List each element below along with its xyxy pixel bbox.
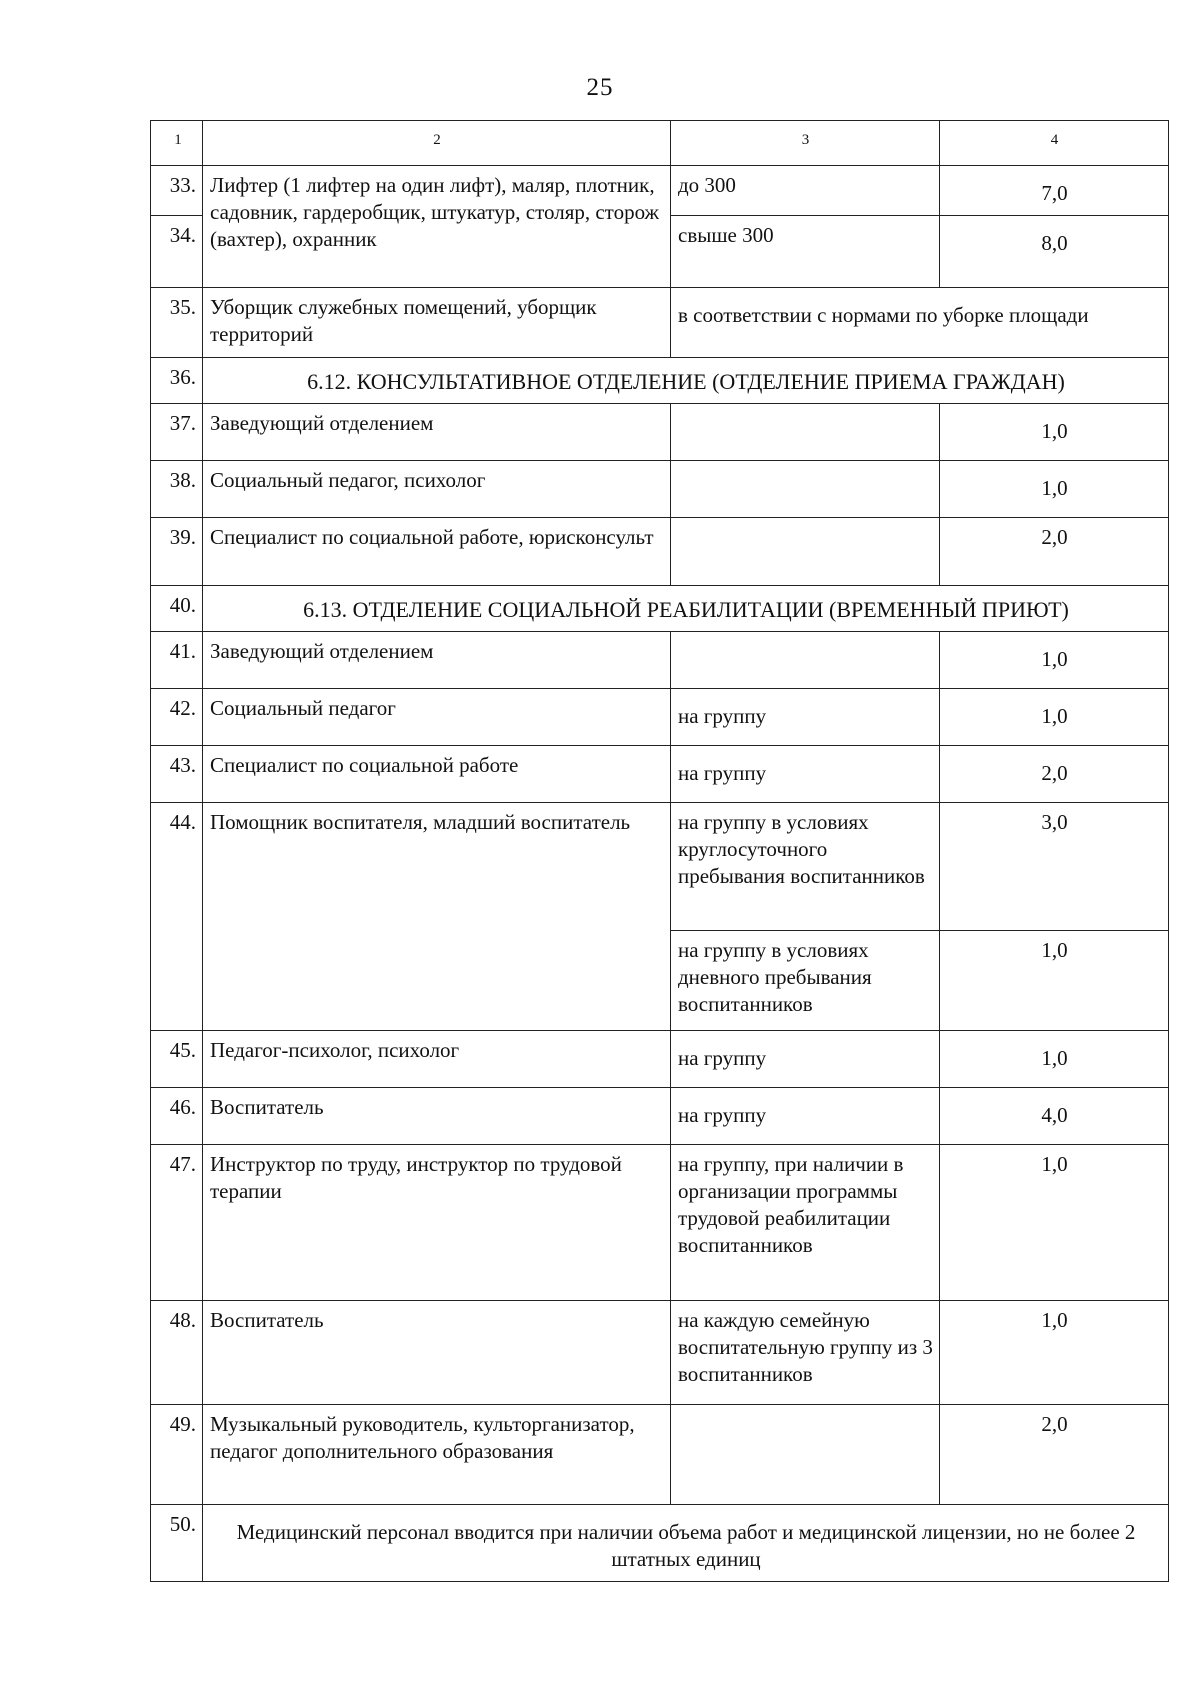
table-row <box>151 689 1169 746</box>
condition-cell: до 300 <box>671 166 940 216</box>
position-cell: Социальный педагог, психолог <box>203 461 671 518</box>
row-number: 44. <box>151 803 203 1031</box>
note-row <box>151 1505 1169 1582</box>
table-row <box>151 461 1169 518</box>
table-row <box>151 1145 1169 1301</box>
position-cell: Воспитатель <box>203 1301 671 1405</box>
value-cell: 1,0 <box>940 632 1169 689</box>
condition-cell <box>671 632 940 689</box>
table-row <box>151 803 1169 931</box>
value-cell: 1,0 <box>940 1145 1169 1301</box>
position-cell: Специалист по социальной работе <box>203 746 671 803</box>
table-row <box>151 632 1169 689</box>
header-col-3: 3 <box>671 121 940 166</box>
value-cell: 3,0 <box>940 803 1169 931</box>
value-cell: 1,0 <box>940 1301 1169 1405</box>
table-row <box>151 1405 1169 1505</box>
table-row <box>151 518 1169 586</box>
value-cell: 1,0 <box>940 461 1169 518</box>
header-col-1: 1 <box>151 121 203 166</box>
section-title: 6.12. КОНСУЛЬТАТИВНОЕ ОТДЕЛЕНИЕ (ОТДЕЛЕНИЕ ПРИЕМА ГРАЖДАН) <box>203 358 1169 404</box>
row-number: 33. <box>151 166 203 216</box>
value-cell: 2,0 <box>940 518 1169 586</box>
position-cell: Помощник воспитателя, младший воспитатель <box>203 803 671 1031</box>
row-number: 35. <box>151 288 203 358</box>
row-number: 47. <box>151 1145 203 1301</box>
table-header-row <box>151 121 1169 166</box>
row-number: 48. <box>151 1301 203 1405</box>
condition-cell: на группу <box>671 689 940 746</box>
header-col-2: 2 <box>203 121 671 166</box>
position-cell: Заведующий отделением <box>203 404 671 461</box>
row-number: 45. <box>151 1031 203 1088</box>
condition-cell: в соответствии с нормами по уборке площади <box>671 288 1169 358</box>
position-cell: Воспитатель <box>203 1088 671 1145</box>
section-row <box>151 358 1169 404</box>
value-cell: 1,0 <box>940 689 1169 746</box>
value-cell: 1,0 <box>940 404 1169 461</box>
value-cell: 8,0 <box>940 216 1169 288</box>
table-row <box>151 1031 1169 1088</box>
value-cell: 7,0 <box>940 166 1169 216</box>
row-number: 37. <box>151 404 203 461</box>
position-cell: Педагог-психолог, психолог <box>203 1031 671 1088</box>
position-cell: Музыкальный руководитель, культорганизатор, педагог дополнительного образования <box>203 1405 671 1505</box>
table-row <box>151 746 1169 803</box>
table-row <box>151 288 1169 358</box>
row-number: 46. <box>151 1088 203 1145</box>
row-number: 39. <box>151 518 203 586</box>
condition-cell <box>671 461 940 518</box>
row-number: 34. <box>151 216 203 288</box>
table-row <box>151 1301 1169 1405</box>
row-number: 43. <box>151 746 203 803</box>
row-number: 36. <box>151 358 203 404</box>
condition-cell: свыше 300 <box>671 216 940 288</box>
condition-cell <box>671 1405 940 1505</box>
table-row <box>151 404 1169 461</box>
position-cell: Социальный педагог <box>203 689 671 746</box>
value-cell: 2,0 <box>940 746 1169 803</box>
condition-cell: на каждую семейную воспитательную группу из 3 воспитанников <box>671 1301 940 1405</box>
note-text: Медицинский персонал вводится при наличии объема работ и медицинской лицензии, но не более 2 штатных единиц <box>203 1505 1169 1582</box>
condition-cell: на группу <box>671 746 940 803</box>
condition-cell: на группу в условиях круглосуточного пребывания воспитанников <box>671 803 940 931</box>
table-row <box>151 1088 1169 1145</box>
condition-cell: на группу <box>671 1088 940 1145</box>
row-number: 50. <box>151 1505 203 1582</box>
row-number: 38. <box>151 461 203 518</box>
condition-cell: на группу, при наличии в организации программы трудовой реабилитации воспитанников <box>671 1145 940 1301</box>
value-cell: 1,0 <box>940 1031 1169 1088</box>
position-cell: Уборщик служебных помещений, уборщик территорий <box>203 288 671 358</box>
section-title: 6.13. ОТДЕЛЕНИЕ СОЦИАЛЬНОЙ РЕАБИЛИТАЦИИ (ВРЕМЕННЫЙ ПРИЮТ) <box>203 586 1169 632</box>
row-number: 49. <box>151 1405 203 1505</box>
section-row <box>151 586 1169 632</box>
value-cell: 4,0 <box>940 1088 1169 1145</box>
row-number: 41. <box>151 632 203 689</box>
condition-cell: на группу <box>671 1031 940 1088</box>
header-col-4: 4 <box>940 121 1169 166</box>
staffing-table <box>150 120 1169 1582</box>
value-cell: 2,0 <box>940 1405 1169 1505</box>
position-cell: Лифтер (1 лифтер на один лифт), маляр, плотник, садовник, гардеробщик, штукатур, столяр, сторож (вахтер), охранник <box>203 166 671 288</box>
row-number: 42. <box>151 689 203 746</box>
position-cell: Инструктор по труду, инструктор по трудовой терапии <box>203 1145 671 1301</box>
condition-cell <box>671 404 940 461</box>
position-cell: Заведующий отделением <box>203 632 671 689</box>
page-number: 25 <box>586 74 614 101</box>
table-row <box>151 166 1169 216</box>
condition-cell: на группу в условиях дневного пребывания воспитанников <box>671 931 940 1031</box>
value-cell: 1,0 <box>940 931 1169 1031</box>
condition-cell <box>671 518 940 586</box>
row-number: 40. <box>151 586 203 632</box>
position-cell: Специалист по социальной работе, юрисконсульт <box>203 518 671 586</box>
